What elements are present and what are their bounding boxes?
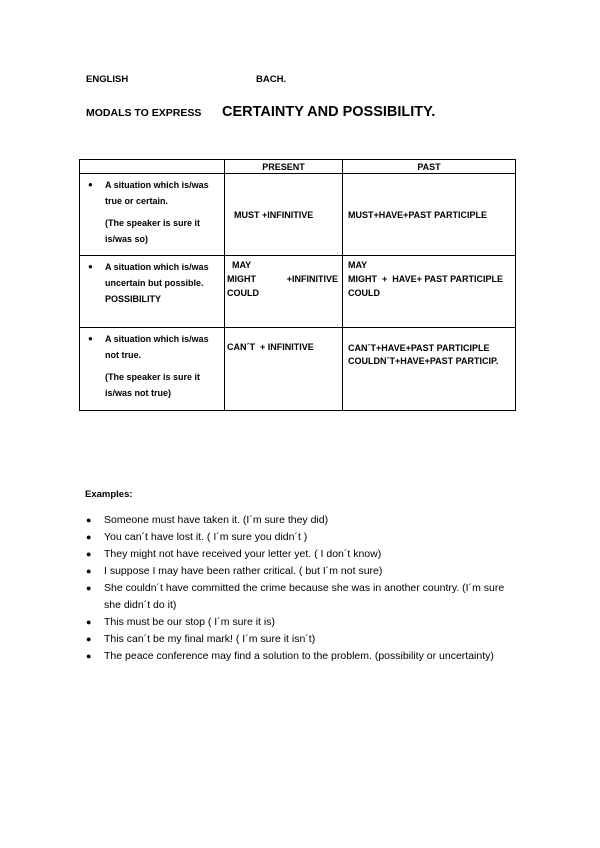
past-form: MUST+HAVE+PAST PARTICIPLE [348, 209, 488, 220]
note-line: (The speaker is sure it [105, 218, 201, 228]
situation-cell [80, 328, 225, 411]
header-cell-past: PAST [343, 160, 516, 174]
present-form: MAY [232, 260, 252, 270]
past-cell [343, 256, 516, 328]
title-prefix: MODALS TO EXPRESS [86, 107, 202, 119]
present-form: MUST +INFINITIVE [234, 209, 314, 220]
bullet-icon: ● [86, 549, 92, 559]
table-row [80, 328, 516, 411]
bullet-icon: ● [86, 651, 92, 661]
list-item [86, 580, 506, 614]
example-text: She couldn´t have committed the crime because she was in another country. (I´m sure she didn´t do it) [104, 582, 505, 611]
situation-line: A situation which is/was [105, 180, 209, 190]
situation-line: uncertain but possible. [105, 278, 204, 288]
note-line: is/was so) [105, 234, 149, 244]
present-form: CAN´T + INFINITIVE [227, 342, 314, 352]
past-form: MIGHT + HAVE+ PAST PARTICIPLE [348, 274, 504, 284]
table-header-row [80, 160, 516, 174]
table-row [80, 256, 516, 328]
situation-line: POSSIBILITY [105, 294, 162, 304]
modals-table [79, 159, 516, 411]
situation-line: true or certain. [105, 196, 169, 206]
example-text: Someone must have taken it. (I´m sure they did) [104, 514, 329, 526]
list-item [86, 546, 506, 563]
example-text: The peace conference may find a solution to the problem. (possibility or uncertainty) [104, 650, 494, 662]
past-form: COULD [348, 288, 380, 298]
bullet-icon: ● [86, 532, 92, 542]
header-cell-present: PRESENT [225, 160, 343, 174]
examples-list [86, 512, 506, 665]
situation-line: not true. [105, 350, 141, 360]
past-form: COULDN´T+HAVE+PAST PARTICIP. [348, 356, 499, 366]
example-text: I suppose I may have been rather critical. ( but I´m not sure) [104, 565, 383, 577]
example-text: They might not have received your letter yet. ( I don´t know) [104, 548, 382, 560]
present-cell [225, 256, 343, 328]
list-item [86, 631, 506, 648]
header-cell-empty [80, 160, 225, 174]
example-text: This must be our stop ( I´m sure it is) [104, 616, 275, 628]
level-label: BACH. [256, 74, 287, 85]
bullet-icon: ● [88, 334, 93, 343]
situation-cell [80, 174, 225, 256]
situation-cell [80, 256, 225, 328]
example-text: You can´t have lost it. ( I´m sure you didn´t ) [104, 531, 308, 543]
list-item [86, 512, 506, 529]
past-cell [343, 174, 516, 256]
past-cell [343, 328, 516, 411]
list-item [86, 529, 506, 546]
situation-line: A situation which is/was [105, 262, 209, 272]
examples-title: Examples: [85, 489, 133, 500]
bullet-icon: ● [86, 583, 92, 593]
bullet-icon: ● [86, 634, 92, 644]
present-form: MIGHT [227, 274, 256, 284]
past-form: CAN´T+HAVE+PAST PARTICIPLE [348, 343, 490, 353]
bullet-icon: ● [86, 515, 92, 525]
table-row [80, 174, 516, 256]
bullet-icon: ● [86, 566, 92, 576]
bullet-icon: ● [86, 617, 92, 627]
example-text: This can´t be my final mark! ( I´m sure it isn´t) [104, 633, 316, 645]
page-title: CERTAINTY AND POSSIBILITY. [222, 104, 436, 120]
present-cell [225, 174, 343, 256]
past-form: MAY [348, 260, 368, 270]
subject-label: ENGLISH [86, 74, 129, 85]
list-item [86, 614, 506, 631]
note-line: (The speaker is sure it [105, 372, 201, 382]
present-suffix: +INFINITIVE [286, 274, 338, 284]
list-item [86, 648, 506, 665]
present-cell [225, 328, 343, 411]
present-form: COULD [227, 288, 259, 298]
note-line: is/was not true) [105, 388, 172, 398]
bullet-icon: ● [88, 180, 93, 189]
list-item [86, 563, 506, 580]
situation-line: A situation which is/was [105, 334, 209, 344]
bullet-icon: ● [88, 262, 93, 271]
